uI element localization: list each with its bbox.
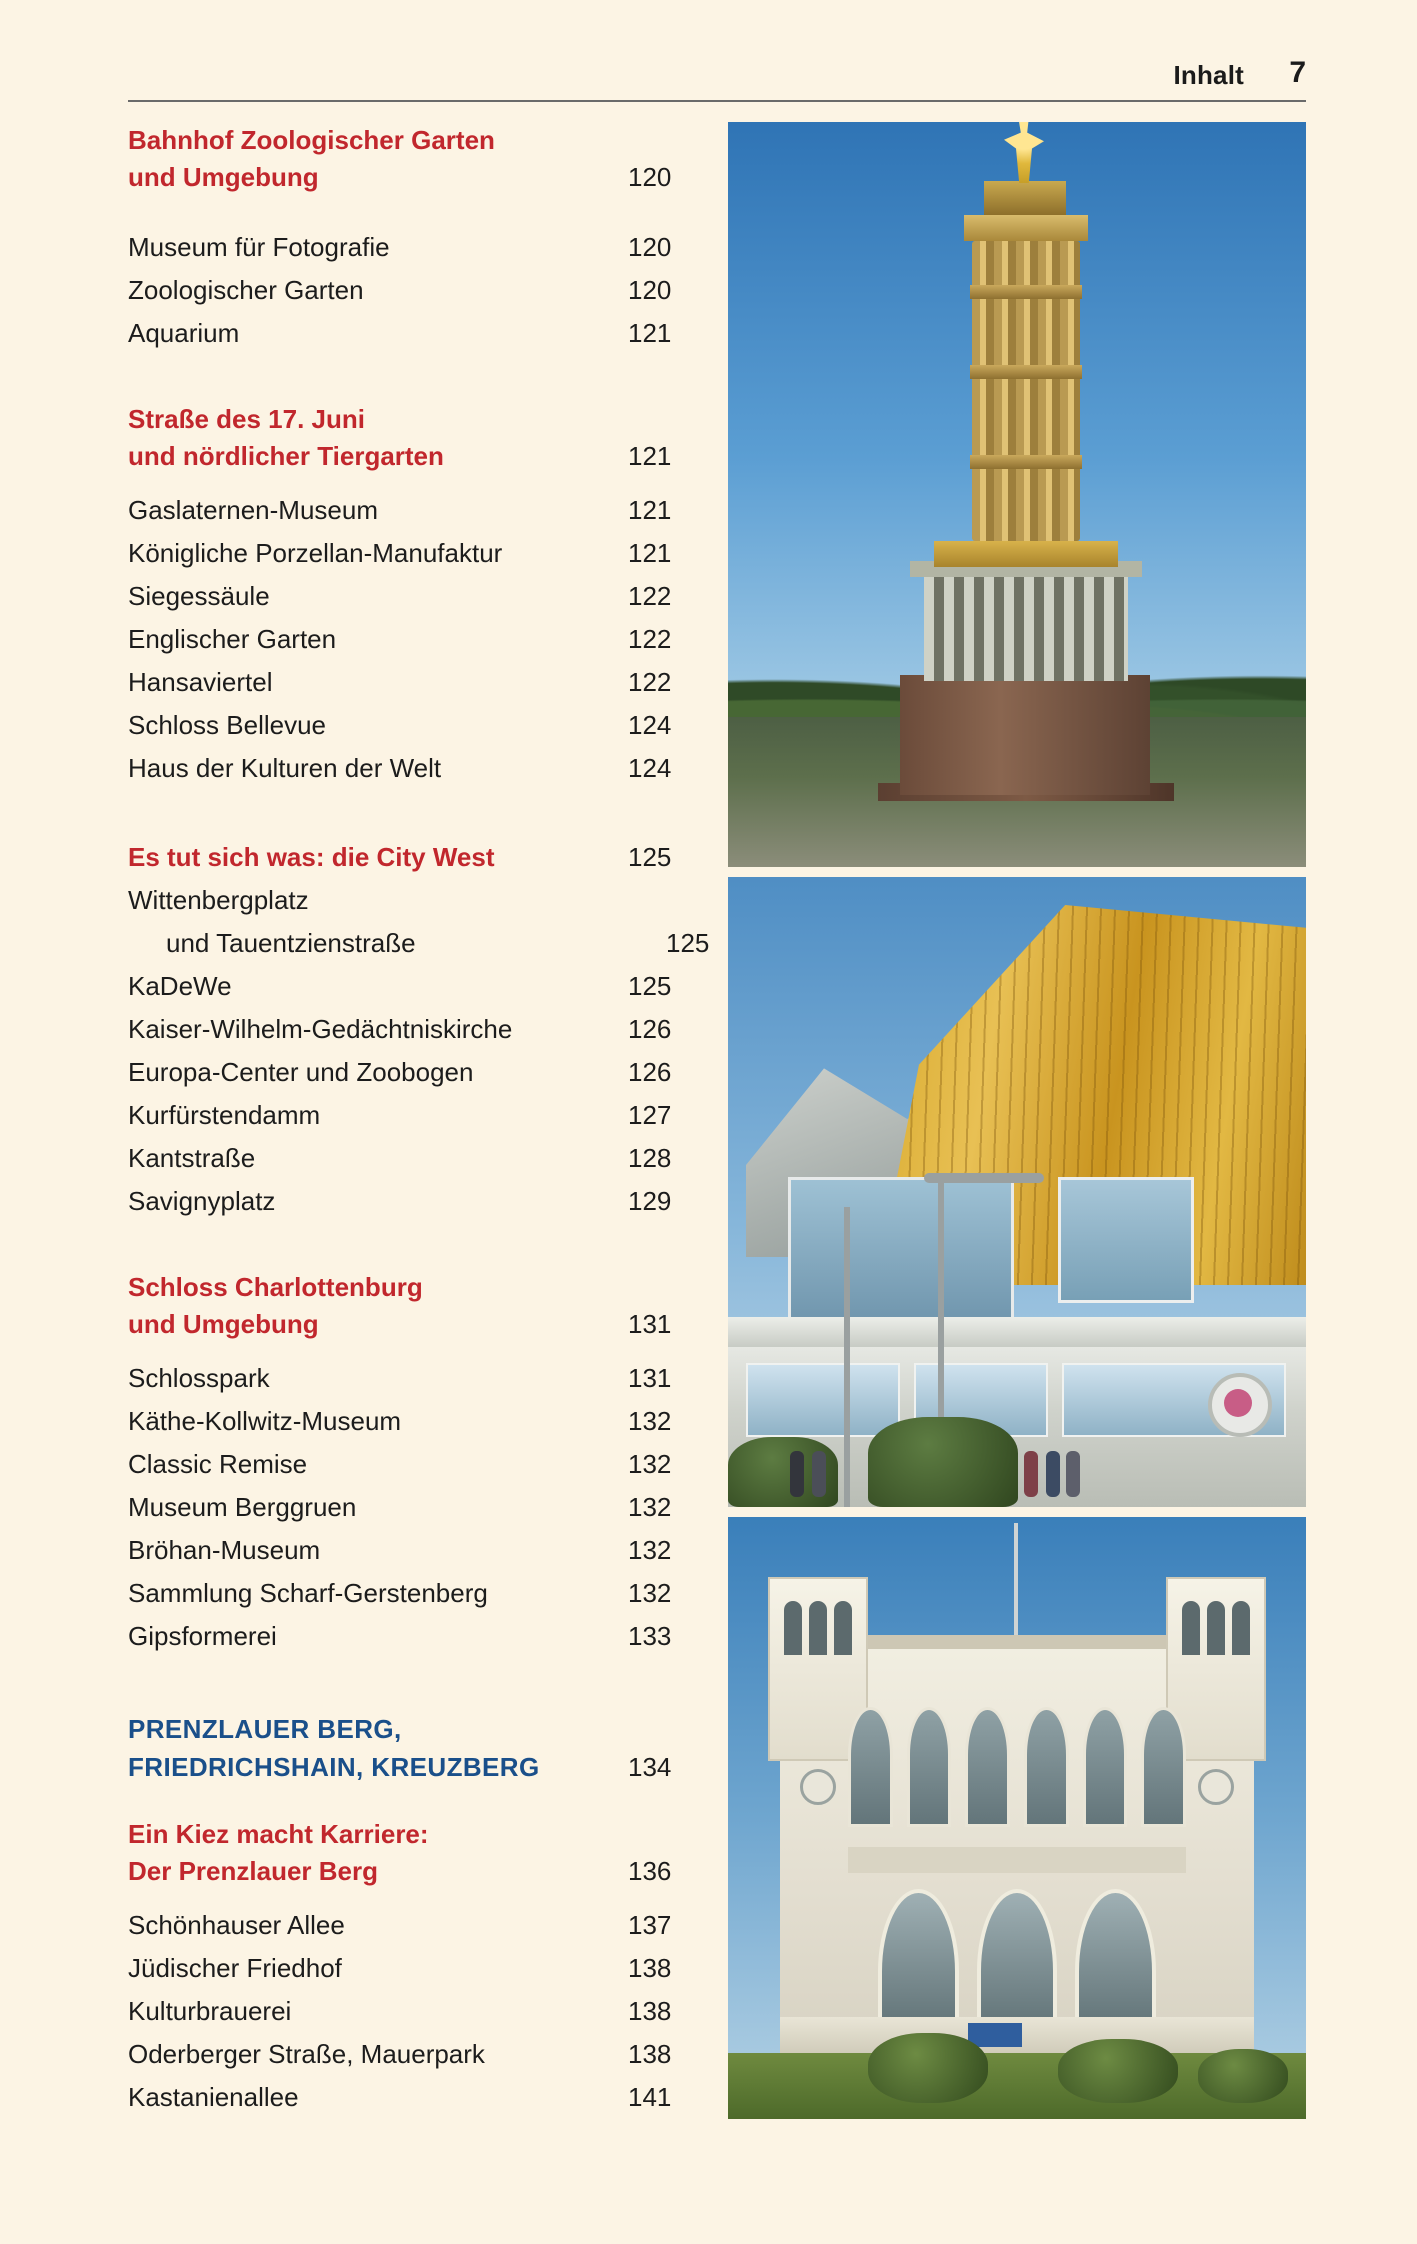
monument-base — [900, 675, 1150, 795]
terrace — [728, 1317, 1306, 1349]
tower-arch — [1207, 1601, 1225, 1655]
toc-entry[interactable] — [128, 1486, 708, 1529]
toc-entry[interactable] — [128, 1990, 708, 2033]
toc-entry-page: 121 — [628, 495, 672, 525]
shrub — [1198, 2049, 1288, 2103]
philharmonie-photo — [728, 877, 1306, 1507]
toc-entry-label: Jüdischer Friedhof — [128, 1953, 342, 1983]
toc-entry-label: Kurfürstendamm — [128, 1100, 321, 1130]
toc-entry-page: 138 — [628, 1996, 672, 2026]
toc-entry[interactable] — [128, 1137, 708, 1180]
toc-entry[interactable] — [128, 2033, 708, 2076]
toc-entry-page: 121 — [628, 538, 672, 568]
pedestrian — [1046, 1451, 1060, 1497]
toc-entry-label: Königliche Porzellan-Manufaktur — [128, 538, 503, 568]
entrance-sign — [968, 2023, 1022, 2047]
arcade-arch — [1083, 1707, 1128, 1827]
toc-entry-page: 122 — [628, 624, 672, 654]
toc-entry-label: Siegessäule — [128, 581, 270, 611]
pedestrian — [1024, 1451, 1038, 1497]
header-divider — [128, 100, 1306, 102]
toc-entry-page: 121 — [628, 318, 672, 348]
toc-entry[interactable] — [128, 269, 708, 312]
toc-entry[interactable] — [128, 312, 708, 355]
pedestrian — [812, 1451, 826, 1497]
mid-cornice — [848, 1847, 1186, 1873]
toc-section-heading-line: und Umgebung — [128, 1309, 319, 1339]
upper-arcade — [848, 1707, 1186, 1827]
toc-entry-page: 125 — [666, 928, 710, 958]
lamp-arm — [924, 1173, 1044, 1183]
toc-chapter-heading[interactable] — [128, 1710, 708, 1786]
toc-chapter-page: 134 — [628, 1752, 672, 1782]
toc-entry-page: 120 — [628, 232, 672, 262]
lamp-post — [844, 1207, 850, 1507]
arcade-arch — [848, 1707, 893, 1827]
hamburger-bahnhof-photo — [728, 1517, 1306, 2119]
toc-entry-label: Haus der Kulturen der Welt — [128, 753, 442, 783]
glass-facade-right — [1058, 1177, 1194, 1303]
toc-entry-label: Gipsformerei — [128, 1621, 277, 1651]
toc-section-heading-line: Schloss Charlottenburg — [128, 1272, 423, 1302]
toc-entry-label: Kulturbrauerei — [128, 1996, 292, 2026]
toc-entry-label: und Tauentzienstraße — [166, 928, 416, 958]
toc-entry[interactable] — [128, 965, 708, 1008]
colonnade — [924, 561, 1128, 681]
toc-entry-page: 131 — [628, 1363, 672, 1393]
gold-ring — [934, 541, 1118, 567]
toc-section-page: 131 — [628, 1309, 672, 1339]
toc-entry[interactable] — [128, 747, 708, 790]
toc-entry-label: Aquarium — [128, 318, 240, 348]
toc-entry[interactable] — [128, 575, 708, 618]
toc-entry-page: 125 — [628, 971, 672, 1001]
toc-entry-label: Kantstraße — [128, 1143, 256, 1173]
toc-section-heading[interactable] — [128, 401, 708, 475]
toc-section-heading-line: Bahnhof Zoologischer Garten — [128, 125, 495, 155]
toc-entry-label: Hansaviertel — [128, 667, 273, 697]
toc-entry[interactable] — [128, 2076, 708, 2119]
toc-entry-label: Englischer Garten — [128, 624, 337, 654]
toc-entry-page: 124 — [628, 753, 672, 783]
toc-entry[interactable] — [128, 661, 708, 704]
toc-entry[interactable] — [128, 1357, 708, 1400]
round-sign — [1208, 1373, 1272, 1437]
toc-entry-label: Kaiser-Wilhelm-Gedächtniskirche — [128, 1014, 513, 1044]
toc-section-page: 120 — [628, 162, 672, 192]
hedge — [868, 1417, 1018, 1507]
clock-icon — [800, 1769, 836, 1805]
arcade-arch — [907, 1707, 952, 1827]
page-title: Inhalt — [1173, 60, 1244, 90]
toc-entry-page: 126 — [628, 1057, 672, 1087]
toc-entry[interactable] — [128, 1400, 708, 1443]
siegessaeule-photo — [728, 122, 1306, 867]
tower-arch — [784, 1601, 802, 1655]
tower-arch — [834, 1601, 852, 1655]
toc-entry-label: Wittenbergplatz — [128, 885, 309, 915]
toc-section-heading-line: Ein Kiez macht Karriere: — [128, 1819, 429, 1849]
toc-entry-label: Europa-Center und Zoobogen — [128, 1057, 474, 1087]
column-band — [970, 365, 1082, 379]
toc-entry-label: Museum Berggruen — [128, 1492, 357, 1522]
toc-entry-label: KaDeWe — [128, 971, 232, 1001]
toc-entry-page: 124 — [628, 710, 672, 740]
toc-entry[interactable] — [128, 1443, 708, 1486]
toc-section-heading[interactable] — [128, 1816, 708, 1890]
statue-pedestal — [984, 181, 1066, 215]
toc-entry[interactable] — [128, 1051, 708, 1094]
toc-entry[interactable] — [128, 1008, 708, 1051]
toc-section-page: 136 — [628, 1856, 672, 1886]
toc-entry-page: 128 — [628, 1143, 672, 1173]
tower-arch — [1182, 1601, 1200, 1655]
toc-section-heading-line: und Umgebung — [128, 162, 319, 192]
tower-arch — [1232, 1601, 1250, 1655]
toc-entry-label: Zoologischer Garten — [128, 275, 364, 305]
glass-facade — [788, 1177, 1014, 1333]
column-capital — [964, 215, 1088, 241]
toc-entry-page: 141 — [628, 2082, 672, 2112]
toc-entry[interactable] — [128, 879, 708, 922]
toc-chapter-heading-line: PRENZLAUER BERG, — [128, 1714, 402, 1744]
toc-entry-label: Oderberger Straße, Mauerpark — [128, 2039, 485, 2069]
toc-section-heading[interactable] — [128, 122, 708, 196]
page-header — [128, 56, 1306, 100]
toc-entry-label: Bröhan-Museum — [128, 1535, 321, 1565]
toc-section-heading-line: Straße des 17. Juni — [128, 404, 365, 434]
toc-section-heading[interactable] — [128, 836, 708, 879]
toc-entry-page: 127 — [628, 1100, 672, 1130]
toc-entry-page: 126 — [628, 1014, 672, 1044]
toc-entry-page: 133 — [628, 1621, 672, 1651]
shrub — [868, 2033, 988, 2103]
flagpole — [1014, 1523, 1018, 1641]
toc-section-heading-line: Der Prenzlauer Berg — [128, 1856, 378, 1886]
toc-chapter-heading-line: FRIEDRICHSHAIN, KREUZBERG — [128, 1752, 540, 1782]
toc-entry-label: Kastanienallee — [128, 2082, 299, 2112]
shrub — [1058, 2039, 1178, 2103]
toc-entry-page: 132 — [628, 1406, 672, 1436]
toc-entry[interactable] — [128, 1904, 708, 1947]
toc-entry[interactable] — [128, 1947, 708, 1990]
toc-entry[interactable] — [128, 1615, 708, 1658]
toc-entry-page: 132 — [628, 1578, 672, 1608]
toc-entry-page: 129 — [628, 1186, 672, 1216]
toc-entry[interactable] — [128, 1094, 708, 1137]
toc-entry-label: Schloss Bellevue — [128, 710, 326, 740]
toc-entry[interactable] — [128, 1529, 708, 1572]
arcade-arch — [1024, 1707, 1069, 1827]
window — [746, 1363, 900, 1437]
toc-section-page: 125 — [628, 842, 672, 872]
toc-entry[interactable] — [128, 704, 708, 747]
toc-entry-label: Classic Remise — [128, 1449, 308, 1479]
toc-entry-page: 132 — [628, 1492, 672, 1522]
toc-entry-label: Savignyplatz — [128, 1186, 276, 1216]
toc-entry-page: 132 — [628, 1449, 672, 1479]
toc-section-heading[interactable] — [128, 1269, 708, 1343]
toc-entry[interactable] — [128, 1572, 708, 1615]
toc-section-heading-line: Es tut sich was: die City West — [128, 842, 495, 872]
toc-entry[interactable] — [128, 922, 708, 965]
toc-entry-page: 120 — [628, 275, 672, 305]
clock-icon — [1198, 1769, 1234, 1805]
pedestrian — [1066, 1451, 1080, 1497]
toc-entry[interactable] — [128, 489, 708, 532]
arcade-arch — [965, 1707, 1010, 1827]
table-of-contents — [128, 122, 708, 2119]
pedestrian — [790, 1451, 804, 1497]
toc-entry-label: Schlosspark — [128, 1363, 270, 1393]
toc-entry-page: 138 — [628, 1953, 672, 1983]
toc-entry-label: Gaslaternen-Museum — [128, 495, 378, 525]
column-band — [970, 455, 1082, 469]
tower-arch — [809, 1601, 827, 1655]
toc-entry-page: 122 — [628, 581, 672, 611]
toc-entry-page: 122 — [628, 667, 672, 697]
photo-column — [728, 122, 1306, 2119]
toc-entry[interactable] — [128, 532, 708, 575]
toc-entry-label: Käthe-Kollwitz-Museum — [128, 1406, 402, 1436]
page-number: 7 — [1289, 56, 1306, 89]
column-band — [970, 285, 1082, 299]
toc-entry-label: Sammlung Scharf-Gerstenberg — [128, 1578, 488, 1608]
toc-section-page: 121 — [628, 441, 672, 471]
toc-section-heading-line: und nördlicher Tiergarten — [128, 441, 444, 471]
toc-entry[interactable] — [128, 226, 708, 269]
arcade-arch — [1141, 1707, 1186, 1827]
toc-entry-label: Museum für Fotografie — [128, 232, 390, 262]
toc-entry[interactable] — [128, 1180, 708, 1223]
toc-entry-label: Schönhauser Allee — [128, 1910, 345, 1940]
toc-entry-page: 138 — [628, 2039, 672, 2069]
toc-entry-page: 132 — [628, 1535, 672, 1565]
toc-entry-page: 137 — [628, 1910, 672, 1940]
toc-entry[interactable] — [128, 618, 708, 661]
